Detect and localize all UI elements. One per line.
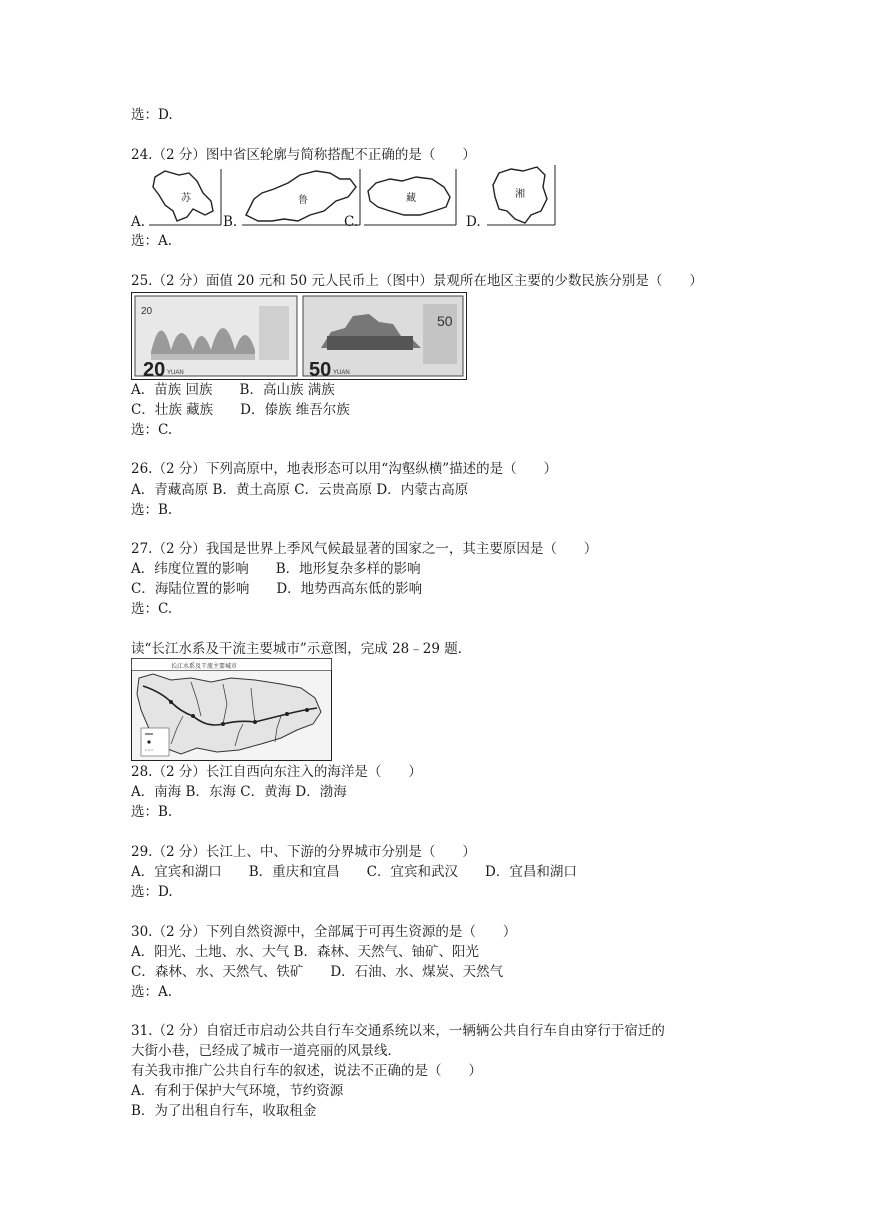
q24-map-label-zang: 藏: [406, 193, 416, 204]
q24-option-c-label: C.: [344, 214, 359, 230]
q26-answer: 选：B.: [131, 502, 173, 518]
q25-banknotes-image: [131, 292, 467, 380]
q27-answer: 选：C.: [131, 601, 173, 617]
q25-options-line2: C．壮族 藏族 D．傣族 维吾尔族: [131, 402, 350, 418]
q24-map-label-lu: 鲁: [298, 195, 308, 206]
q27-options-line1: A．纬度位置的影响 B．地形复杂多样的影响: [131, 561, 421, 577]
q24-option-b-label: B.: [223, 214, 238, 230]
q25-note-20-yuan: YUAN: [167, 370, 184, 376]
yangtze-river-map: [131, 658, 333, 762]
q29-question: 29.（2 分）长江上、中、下游的分界城市分别是（ ）: [131, 844, 476, 860]
q25-question: 25.（2 分）面值 20 元和 50 元人民币上（图中）景观所在地区主要的少数民族分别是（ ）: [131, 273, 703, 289]
q28-question: 28.（2 分）长江自西向东注入的海洋是（ ）: [131, 764, 422, 780]
q24-option-d-label: D.: [466, 214, 481, 230]
q24-map-tibet: [362, 165, 460, 227]
q24-answer: 选：A.: [131, 233, 173, 249]
q25-note-50-value: 50: [309, 359, 332, 380]
q24-map-label-su: 苏: [181, 193, 191, 204]
q31-question-line3: 有关我市推广公共自行车的叙述，说法不正确的是（ ）: [131, 1063, 482, 1079]
q31-options-line2: B．为了出租自行车，收取租金: [131, 1103, 317, 1119]
q25-note-50-yuan: YUAN: [333, 370, 350, 376]
q25-note-20-value: 20: [143, 359, 166, 380]
q26-options-line1: A．青藏高原 B．黄土高原 C．云贵高原 D．内蒙古高原: [131, 482, 469, 498]
q24-question: 24.（2 分）图中省区轮廓与简称搭配不正确的是（ ）: [131, 147, 476, 163]
q26-question: 26.（2 分）下列高原中，地表形态可以用“沟壑纵横”描述的是（ ）: [131, 461, 558, 477]
q28-answer: 选：B.: [131, 804, 173, 820]
q25-answer: 选：C.: [131, 422, 173, 438]
q27-options-line2: C．海陆位置的影响 D．地势西高东低的影响: [131, 581, 423, 597]
q28-options-line1: A．南海 B．东海 C．黄海 D．渤海: [131, 784, 347, 800]
q31-options-line1: A．有利于保护大气环境，节约资源: [131, 1083, 344, 1099]
q27-question: 27.（2 分）我国是世界上季风气候最显著的国家之一，其主要原因是（ ）: [131, 541, 598, 557]
q30-options-line2: C．森林、水、天然气、铁矿 D．石油、水、煤炭、天然气: [131, 964, 504, 980]
q30-answer: 选：A.: [131, 984, 173, 1000]
q31-question-line2: 大街小巷，已经成了城市一道亮丽的风景线．: [131, 1043, 401, 1059]
q28-29-intro: 读“长江水系及干流主要城市”示意图，完成 28﹣29 题．: [131, 641, 472, 657]
q24-map-label-xiang: 湘: [515, 189, 525, 200]
q30-options-line1: A．阳光、土地、水、大气 B．森林、天然气、铀矿、阳光: [131, 944, 479, 960]
q25-note-50-corner: 50: [437, 313, 453, 329]
q24-map-hunan: [485, 163, 559, 227]
q29-options-line1: A．宜宾和湖口 B．重庆和宜昌 C．宜宾和武汉 D．宜昌和湖口: [131, 864, 577, 880]
q29-answer: 选：D.: [131, 884, 173, 900]
q24-map-jiangsu: [147, 165, 225, 227]
q25-options-line1: A．苗族 回族 B．高山族 满族: [131, 382, 335, 398]
q24-option-a-label: A.: [131, 214, 146, 230]
yangtze-map-title: 长江水系及干流主要城市: [171, 663, 238, 670]
q31-question: 31.（2 分）自宿迁市启动公共自行车交通系统以来，一辆辆公共自行车自由穿行于宿迁的: [131, 1023, 665, 1039]
q23-answer: 选：D.: [131, 107, 173, 123]
q30-question: 30.（2 分）下列自然资源中，全部属于可再生资源的是（ ）: [131, 924, 517, 940]
q25-note-20-corner: 20: [141, 306, 153, 317]
